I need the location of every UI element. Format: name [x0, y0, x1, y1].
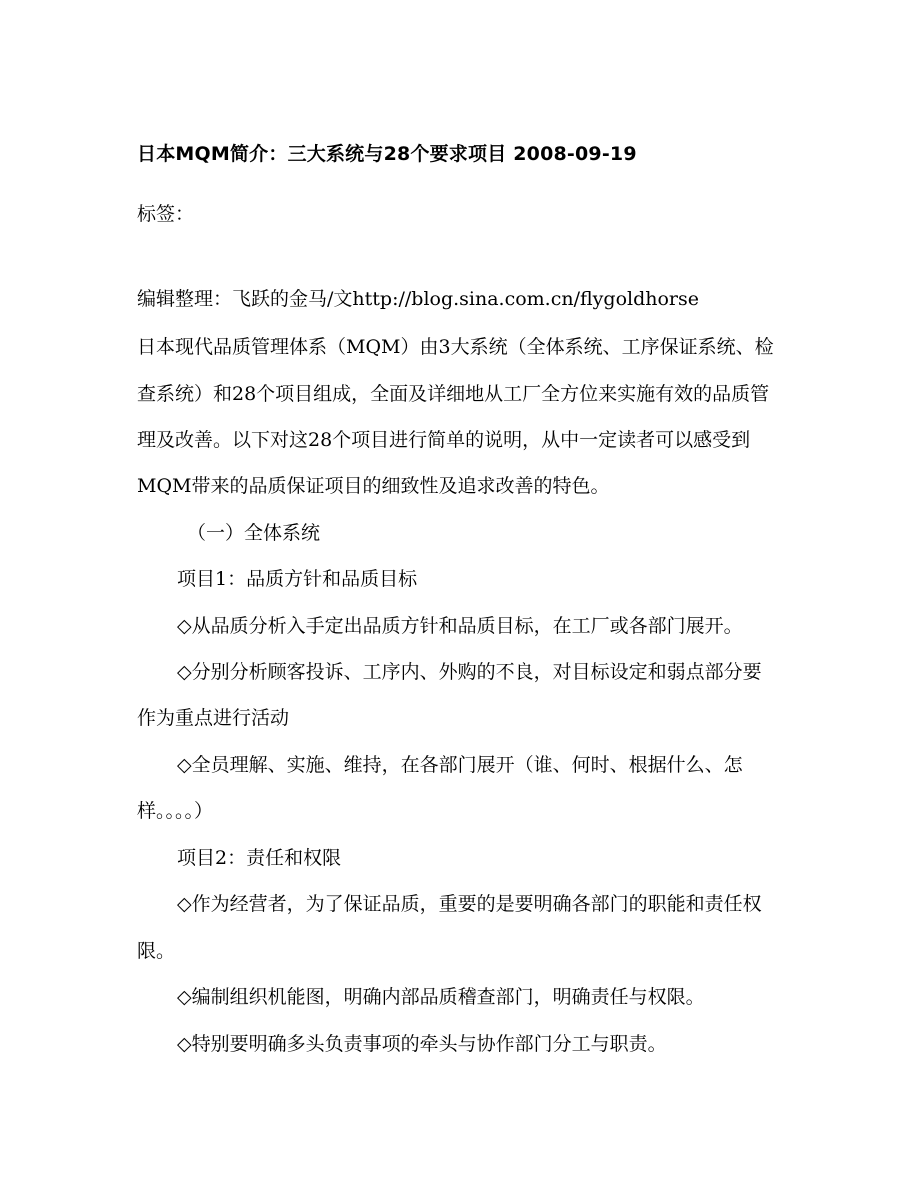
item-point: ◇全员理解、实施、维持，在各部门展开（谁、何时、根据什么、怎 [177, 754, 743, 776]
editor-line: 编辑整理：飞跃的金马/文http://blog.sina.com.cn/flygoldhorse [137, 288, 700, 310]
intro-line: MQM带来的品质保证项目的细致性及追求改善的特色。 [137, 475, 610, 497]
item-point: ◇作为经营者，为了保证品质，重要的是要明确各部门的职能和责任权 [177, 893, 762, 915]
intro-line: 查系统）和28个项目组成，全面及详细地从工厂全方位来实施有效的品质管 [137, 383, 770, 405]
item-point: 作为重点进行活动 [137, 707, 290, 729]
section-heading: （一）全体系统 [187, 522, 321, 544]
intro-line: 理及改善。以下对这28个项目进行简单的说明，从中一定读者可以感受到 [137, 429, 751, 451]
tags-label: 标签： [137, 203, 195, 225]
item-heading: 项目2：责任和权限 [177, 847, 342, 869]
item-point: ◇从品质分析入手定出品质方针和品质目标，在工厂或各部门展开。 [177, 615, 743, 637]
item-point: 样。。。。） [137, 800, 214, 822]
item-point: ◇特别要明确多头负责事项的牵头与协作部门分工与职责。 [177, 1033, 667, 1055]
document-title: 日本MQM简介：三大系统与28个要求项目 2008-09-19 [137, 143, 637, 165]
item-point: 限。 [137, 940, 176, 962]
item-point: ◇分别分析顾客投诉、工序内、外购的不良，对目标设定和弱点部分要 [177, 661, 762, 683]
item-heading: 项目1：品质方针和品质目标 [177, 568, 418, 590]
item-point: ◇编制组织机能图，明确内部品质稽查部门，明确责任与权限。 [177, 986, 705, 1008]
intro-line: 日本现代品质管理体系（MQM）由3大系统（全体系统、工序保证系统、检 [137, 336, 774, 358]
